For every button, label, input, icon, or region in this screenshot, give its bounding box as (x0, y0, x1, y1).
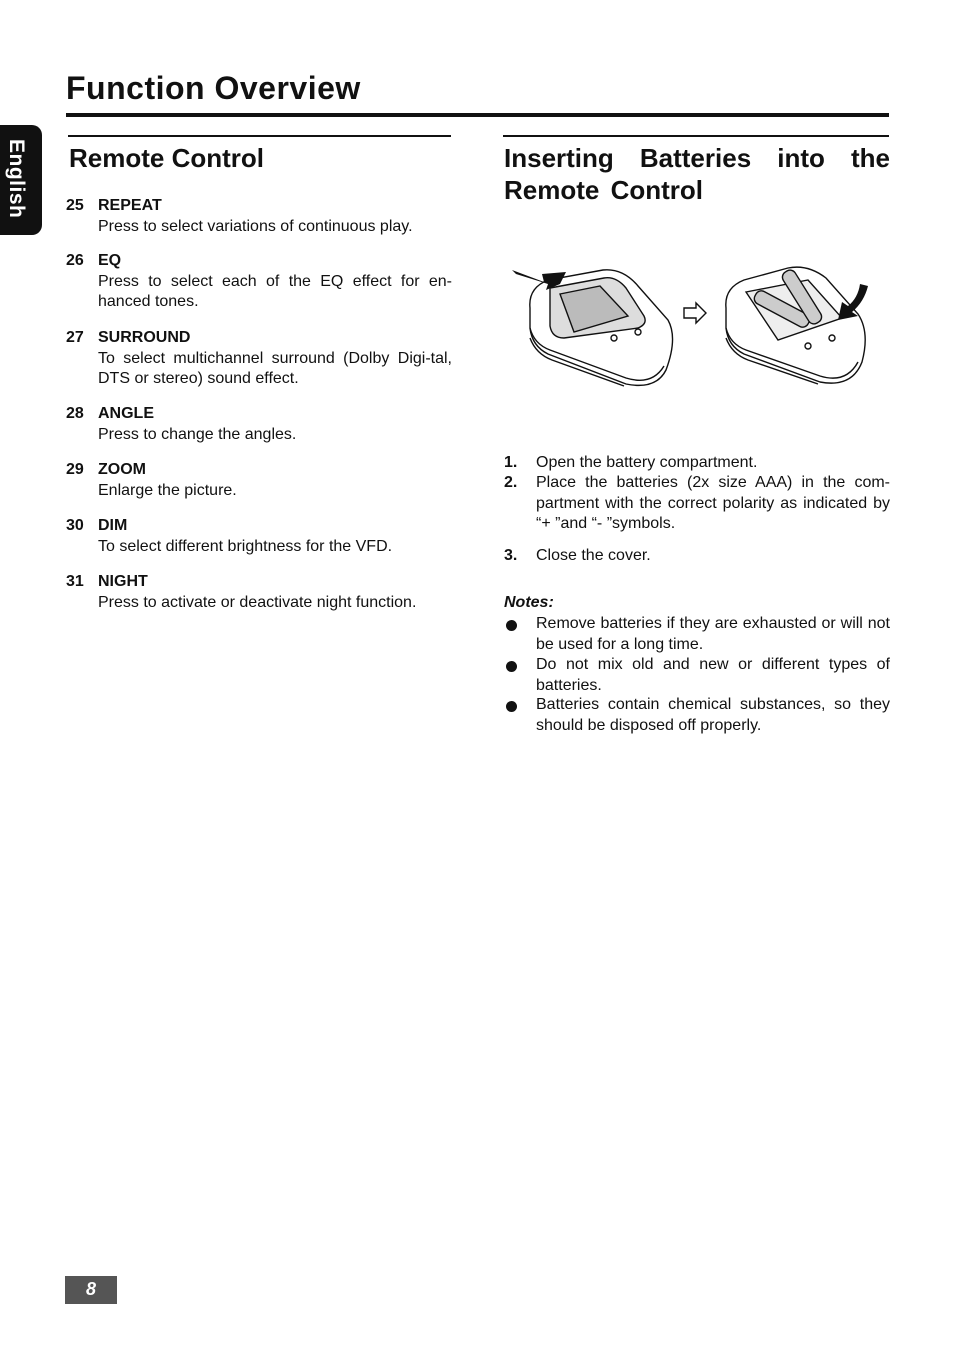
item-description: Press to change the angles. (98, 425, 297, 443)
note-item (504, 614, 890, 655)
language-tab (0, 125, 42, 235)
item-number: 30 (66, 517, 84, 534)
note-text: Remove batteries if they are exhausted or will not be used for a long time. (536, 615, 890, 653)
step-number: 3. (504, 547, 518, 564)
title-divider (66, 113, 889, 117)
item-description: To select multichannel surround (Dolby Digi-tal, DTS or stereo) sound effect. (98, 349, 452, 387)
item-number: 28 (66, 405, 84, 422)
step-text: Open the battery compartment. (536, 454, 758, 471)
bullet-icon (506, 620, 517, 631)
step-number: 1. (504, 454, 518, 471)
item-label: DIM (98, 517, 128, 534)
item-description: Enlarge the picture. (98, 481, 237, 499)
list-item (66, 251, 452, 313)
right-column-rule (503, 135, 889, 137)
notes-label: Notes: (504, 594, 554, 611)
note-item (504, 695, 890, 736)
item-number: 29 (66, 461, 84, 478)
step-item (504, 473, 890, 535)
step-text: Place the batteries (2x size AAA) in the com-partment with the correct polarity as indicated by “+ ”and “- ”symbols. (536, 474, 890, 532)
item-label: ZOOM (98, 461, 146, 478)
left-column-rule (68, 135, 451, 137)
list-item (66, 404, 452, 445)
list-item (66, 328, 452, 390)
remote-battery-insertion-icon (508, 258, 878, 398)
item-label: SURROUND (98, 329, 191, 346)
item-label: ANGLE (98, 405, 154, 422)
batteries-heading: Inserting Batteries into the Remote Control (504, 143, 890, 205)
list-item (66, 572, 452, 613)
note-text: Do not mix old and new or different types of batteries. (536, 656, 890, 694)
item-number: 25 (66, 197, 84, 214)
step-item (504, 546, 890, 567)
item-number: 31 (66, 573, 84, 590)
item-description: Press to select each of the EQ effect for en-hanced tones. (98, 272, 452, 310)
item-label: EQ (98, 252, 122, 269)
note-item (504, 655, 890, 696)
item-description: Press to activate or deactivate night function. (98, 593, 417, 611)
bullet-icon (506, 661, 517, 672)
page-number: 8 (65, 1276, 117, 1304)
list-item (66, 196, 452, 237)
step-text: Close the cover. (536, 547, 651, 564)
language-tab-label: English (5, 139, 28, 219)
list-item (66, 460, 452, 501)
item-description: To select different brightness for the VFD. (98, 537, 393, 555)
item-label: REPEAT (98, 197, 162, 214)
item-label: NIGHT (98, 573, 148, 590)
step-number: 2. (504, 474, 518, 491)
bullet-icon (506, 701, 517, 712)
list-item (66, 516, 452, 557)
remote-control-heading: Remote Control (69, 143, 264, 173)
item-number: 27 (66, 329, 84, 346)
note-text: Batteries contain chemical substances, so they should be disposed off properly. (536, 696, 890, 734)
item-description: Press to select variations of continuous play. (98, 217, 413, 235)
item-number: 26 (66, 252, 84, 269)
step-item (504, 453, 890, 474)
page-title: Function Overview (66, 70, 361, 106)
